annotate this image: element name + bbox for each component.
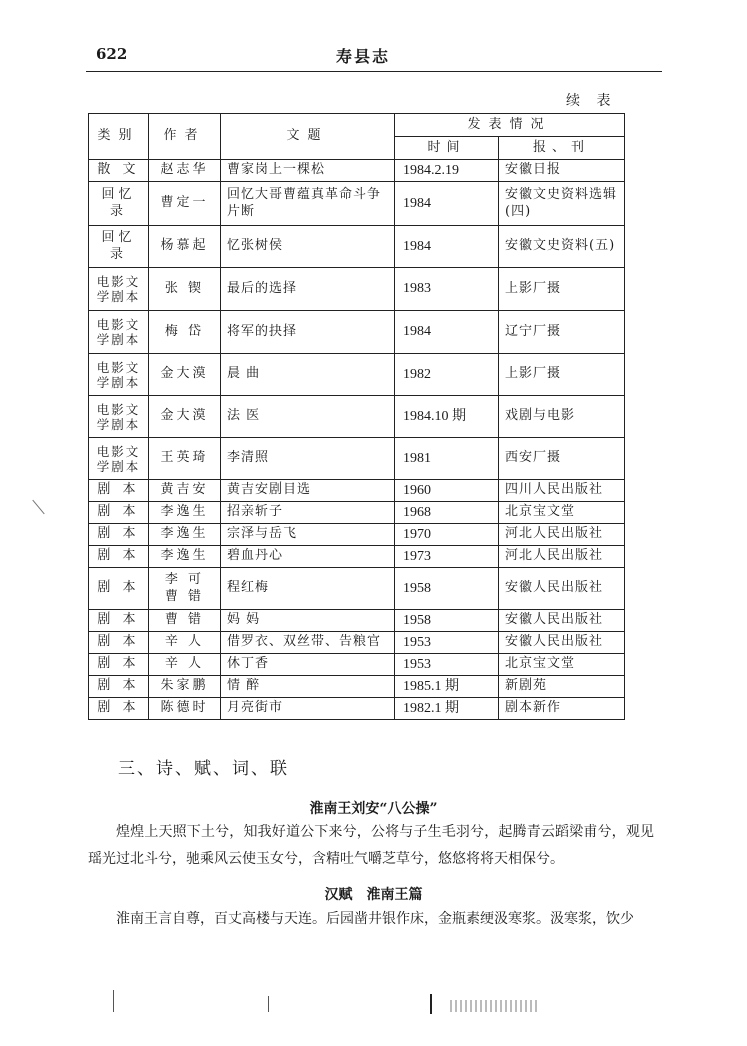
category-cell: 散 文 <box>89 160 149 182</box>
title-cell: 黄吉安剧目选 <box>221 480 395 502</box>
title-cell: 最后的选择 <box>221 268 395 311</box>
category-cell: 剧 本 <box>89 524 149 546</box>
poem-text: 煌煌上天照下土兮，知我好道公下来兮，公将与子生毛羽兮，起腾青云蹈梁甫兮，观见瑶光过北斗兮，驰乘风云使玉女兮，含精吐气嚼芝草兮，悠悠将将天相保兮。 <box>88 824 654 867</box>
table-row <box>89 610 625 632</box>
category-cell: 剧 本 <box>89 546 149 568</box>
publisher-cell: 安徽人民出版社 <box>499 610 625 632</box>
table-body <box>89 160 625 720</box>
date-cell: 1981 <box>395 438 499 480</box>
category-cell: 剧 本 <box>89 676 149 698</box>
title-cell: 借罗衣、双丝带、告粮官 <box>221 632 395 654</box>
title-cell: 回忆大哥曹蕴真革命斗争片断 <box>221 182 395 226</box>
title-cell: 将军的抉择 <box>221 311 395 354</box>
category-cell: 电影文学剧本 <box>89 311 149 354</box>
category-cell: 剧 本 <box>89 610 149 632</box>
table-row <box>89 182 625 226</box>
title-cell: 情 醉 <box>221 676 395 698</box>
category-cell: 剧 本 <box>89 480 149 502</box>
date-cell: 1982 <box>395 354 499 396</box>
table-row <box>89 654 625 676</box>
author-cell: 李逸生 <box>149 546 221 568</box>
date-cell: 1984 <box>395 311 499 354</box>
publisher-cell: 上影厂摄 <box>499 354 625 396</box>
table-row <box>89 438 625 480</box>
date-cell: 1958 <box>395 610 499 632</box>
publisher-cell: 四川人民出版社 <box>499 480 625 502</box>
section-heading: 三、诗、赋、词、联 <box>118 759 289 779</box>
title-cell: 曹家岗上一棵松 <box>221 160 395 182</box>
continued-label: 续 表 <box>566 93 617 109</box>
date-cell: 1953 <box>395 632 499 654</box>
publisher-cell: 河北人民出版社 <box>499 546 625 568</box>
author-cell: 金大漠 <box>149 396 221 438</box>
table-row <box>89 311 625 354</box>
author-cell: 杨慕起 <box>149 226 221 268</box>
date-cell: 1983 <box>395 268 499 311</box>
title-cell: 月亮街市 <box>221 698 395 720</box>
table-row <box>89 354 625 396</box>
page-number: 622 <box>96 45 128 63</box>
table-row <box>89 268 625 311</box>
scan-artifact <box>430 994 432 1014</box>
scan-artifact <box>113 990 114 1012</box>
table-row <box>89 568 625 610</box>
header-time: 时间 <box>395 137 499 160</box>
title-cell: 妈 妈 <box>221 610 395 632</box>
table-row <box>89 698 625 720</box>
author-cell: 李逸生 <box>149 524 221 546</box>
title-cell: 李清照 <box>221 438 395 480</box>
author-cell: 李逸生 <box>149 502 221 524</box>
publisher-cell: 戏剧与电影 <box>499 396 625 438</box>
table-row <box>89 396 625 438</box>
scan-artifact <box>450 1000 540 1012</box>
publisher-cell: 上影厂摄 <box>499 268 625 311</box>
author-cell: 曹 错 <box>149 610 221 632</box>
date-cell: 1960 <box>395 480 499 502</box>
title-cell: 碧血丹心 <box>221 546 395 568</box>
publisher-cell: 安徽人民出版社 <box>499 632 625 654</box>
header-periodical: 报、刊 <box>499 137 625 160</box>
publisher-cell: 北京宝文堂 <box>499 502 625 524</box>
author-cell: 曹定一 <box>149 182 221 226</box>
date-cell: 1982.1 期 <box>395 698 499 720</box>
table-row <box>89 546 625 568</box>
category-cell: 回忆录 <box>89 226 149 268</box>
title-cell: 忆张树侯 <box>221 226 395 268</box>
category-cell: 剧 本 <box>89 698 149 720</box>
publisher-cell: 新剧苑 <box>499 676 625 698</box>
date-cell: 1968 <box>395 502 499 524</box>
title-cell: 休丁香 <box>221 654 395 676</box>
date-cell: 1984 <box>395 226 499 268</box>
author-cell: 张 锲 <box>149 268 221 311</box>
running-title: 寿县志 <box>336 47 391 66</box>
title-cell: 程红梅 <box>221 568 395 610</box>
publication-table <box>88 113 625 720</box>
author-cell: 朱家鹏 <box>149 676 221 698</box>
publisher-cell: 西安厂摄 <box>499 438 625 480</box>
date-cell: 1984.2.19 <box>395 160 499 182</box>
author-cell: 王英琦 <box>149 438 221 480</box>
category-cell: 剧 本 <box>89 568 149 610</box>
category-cell: 电影文学剧本 <box>89 438 149 480</box>
poem-title: 汉赋 淮南王篇 <box>324 887 423 903</box>
date-cell: 1984 <box>395 182 499 226</box>
publisher-cell: 安徽文史资料选辑(四) <box>499 182 625 226</box>
table-row <box>89 524 625 546</box>
publisher-cell: 辽宁厂摄 <box>499 311 625 354</box>
date-cell: 1985.1 期 <box>395 676 499 698</box>
date-cell: 1970 <box>395 524 499 546</box>
title-cell: 法 医 <box>221 396 395 438</box>
header-publication: 发表情况 <box>395 114 625 137</box>
publisher-cell: 北京宝文堂 <box>499 654 625 676</box>
title-cell: 晨 曲 <box>221 354 395 396</box>
publisher-cell: 安徽文史资料(五) <box>499 226 625 268</box>
author-cell: 辛 人 <box>149 654 221 676</box>
date-cell: 1958 <box>395 568 499 610</box>
author-cell: 辛 人 <box>149 632 221 654</box>
author-cell: 黄吉安 <box>149 480 221 502</box>
table-row <box>89 480 625 502</box>
publisher-cell: 安徽人民出版社 <box>499 568 625 610</box>
table-row <box>89 160 625 182</box>
title-cell: 宗泽与岳飞 <box>221 524 395 546</box>
category-cell: 回忆录 <box>89 182 149 226</box>
publisher-cell: 河北人民出版社 <box>499 524 625 546</box>
author-cell: 李 可 曹 错 <box>149 568 221 610</box>
date-cell: 1973 <box>395 546 499 568</box>
category-cell: 电影文学剧本 <box>89 268 149 311</box>
publisher-cell: 剧本新作 <box>499 698 625 720</box>
category-cell: 剧 本 <box>89 654 149 676</box>
poem-text: 淮南王言自尊，百丈高楼与天连。后园凿井银作床，金瓶素绠汲寒浆。汲寒浆，饮少 <box>116 911 634 927</box>
scan-artifact <box>32 500 44 514</box>
category-cell: 电影文学剧本 <box>89 396 149 438</box>
date-cell: 1984.10 期 <box>395 396 499 438</box>
table-row <box>89 676 625 698</box>
table-row <box>89 226 625 268</box>
category-cell: 剧 本 <box>89 502 149 524</box>
header-rule <box>86 71 662 72</box>
table-row <box>89 502 625 524</box>
publisher-cell: 安徽日报 <box>499 160 625 182</box>
author-cell: 金大漠 <box>149 354 221 396</box>
header-category: 类别 <box>89 114 149 160</box>
scan-artifact <box>268 996 269 1012</box>
table-row <box>89 632 625 654</box>
header-author: 作者 <box>149 114 221 160</box>
author-cell: 赵志华 <box>149 160 221 182</box>
poem-title: 淮南王刘安“八公操” <box>309 801 438 817</box>
header-title: 文题 <box>221 114 395 160</box>
author-cell: 陈德时 <box>149 698 221 720</box>
category-cell: 电影文学剧本 <box>89 354 149 396</box>
category-cell: 剧 本 <box>89 632 149 654</box>
author-cell: 梅 岱 <box>149 311 221 354</box>
date-cell: 1953 <box>395 654 499 676</box>
title-cell: 招亲斩子 <box>221 502 395 524</box>
